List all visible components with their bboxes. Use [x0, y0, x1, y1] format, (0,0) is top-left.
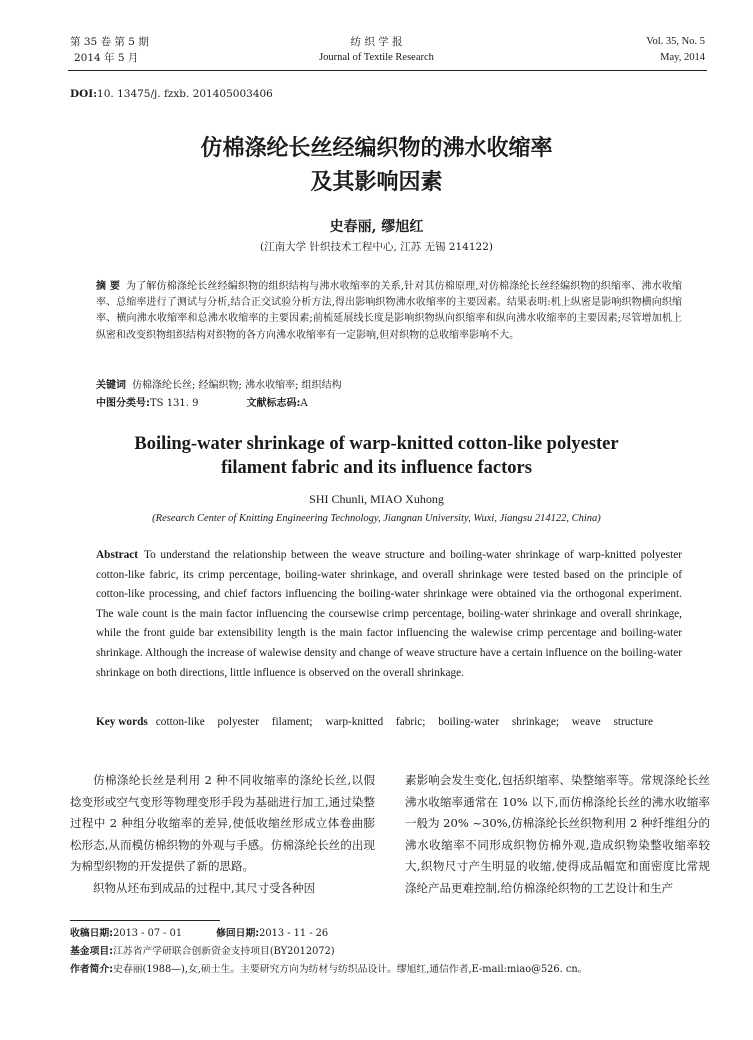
- abstract-en-text: To understand the relationship between the weave structure and boiling-water shrinkage of warp-knitted polyester cotton-like fabric, its crimp percentage, boiling-water shrinkage, and overall shrinkage were tested based on the principle of cotton-like processing, and chief factors influencing the boiling-water shrinkage were obtained via the orthogonal experiment. The wale count is the main factor influencing the coursewise crimp percentage, boiling-water shrinkage and overall shrinkage, while the front guide bar extensibility length is the main factor influencing the walewise crimp percentage and boiling-water shrinkage. Although the increase of walewise density and change of weave structure have a certain influence on the boiling-water shrinkage on both directions, little influence is observed on the overall shrinkage.: [96, 549, 682, 679]
- abstract-en: [96, 546, 682, 683]
- fund-text: 江苏省产学研联合创新资金支持项目(BY2012072): [113, 946, 335, 957]
- author-bio-text: 史春丽(1988—),女,硕士生。主要研究方向为纺材与纺织品设计。缪旭红,通信作者,E-mail:miao@526. cn。: [113, 964, 588, 975]
- authors-cn: 史春丽, 缪旭红: [329, 219, 424, 235]
- affiliation-cn: (江南大学 针织技术工程中心, 江苏 无锡 214122): [260, 241, 493, 253]
- revised-date: 2013 - 11 - 26: [259, 928, 329, 939]
- doi-label: DOI:: [70, 88, 98, 100]
- title-en-line2: filament fabric and its influence factors: [221, 458, 532, 478]
- doc-code-value: A: [300, 398, 308, 409]
- abstract-cn-text: 为了解仿棉涤纶长丝经编织物的组织结构与沸水收缩率的关系,针对其仿棉原理,对仿棉涤纶长丝经编织物的织缩率、沸水收缩率、总缩率进行了测试与分析,结合正交试验分析方法,得出影响织物沸水收缩率的主要因素。结果表明:机上纵密是影响织物横向织缩率、横向沸水收缩率和总沸水收缩率的主要因素;前梳延展线长度是影响织物纵向织缩率和纵向沸水收缩率的主要因素;尽管增加机上纵密和改变织物组织结构对织物的各方向沸水收缩率有一定影响,但对织物的总收缩率影响不大。: [96, 281, 683, 341]
- title-cn: [0, 132, 753, 200]
- classification-line: [96, 394, 682, 409]
- journal-name-cn: 纺 织 学 报: [350, 36, 403, 48]
- abstract-cn-label: 摘 要: [96, 281, 121, 292]
- header-rule: [68, 70, 707, 71]
- footnote-dates: [70, 926, 690, 942]
- affiliation-en: (Research Center of Knitting Engineering Technology, Jiangnan University, Wuxi, Jiangsu 214122, China): [152, 513, 601, 524]
- body-paragraph: 织物从坯布到成品的过程中,其尺寸受各种因: [93, 880, 316, 895]
- date-en: May, 2014: [660, 52, 705, 63]
- volume-cn: 第 35 卷 第 5 期: [70, 36, 149, 48]
- abstract-cn: [96, 279, 682, 344]
- classification-label: 中图分类号:: [96, 398, 150, 409]
- body-column-right: [405, 770, 710, 899]
- title-cn-line2: 及其影响因素: [310, 170, 443, 195]
- keywords-cn: [96, 376, 682, 391]
- fund-label: 基金项目:: [70, 946, 114, 957]
- keywords-cn-text: 仿棉涤纶长丝; 经编织物; 沸水收缩率; 组织结构: [132, 380, 342, 391]
- doc-code-label: 文献标志码:: [246, 398, 301, 409]
- volume-en: Vol. 35, No. 5: [646, 36, 705, 47]
- header-right: [646, 34, 705, 66]
- journal-name-en: Journal of Textile Research: [319, 52, 434, 63]
- body-paragraph: 素影响会发生变化,包括织缩率、染整缩率等。常规涤纶长丝沸水收缩率通常在 10% 以下,而仿棉涤纶长丝的沸水收缩率一般为 20% ~30%,仿棉涤纶长丝织物利用 2 种纤维组分的沸水收缩率不同形成织物仿棉外观,造成织物染整收缩率较大,织物尺寸产生明显的收缩,使得成品幅宽和面密度比常规涤纶产品更难控制,给仿棉涤纶织物的工艺设计和生产: [405, 773, 710, 895]
- authors-en: SHI Chunli, MIAO Xuhong: [309, 492, 444, 506]
- footnote-author: [70, 962, 690, 978]
- received-date: 2013 - 07 - 01: [113, 928, 183, 939]
- body-column-left: [70, 770, 375, 899]
- abstract-en-label: Abstract: [96, 549, 139, 561]
- keywords-en: [96, 713, 682, 733]
- received-label: 收稿日期:: [70, 928, 114, 939]
- title-en: [0, 432, 753, 480]
- body-paragraph: 仿棉涤纶长丝是利用 2 种不同收缩率的涤纶长丝,以假捻变形或空气变形等物理变形手段为基础进行加工,通过染整过程中 2 种组分收缩率的差异,使低收缩丝形成立体卷曲膨松形态,从而模仿棉织物的外观与手感。仿棉涤纶长丝的出现为棉型织物的开发提供了新的思路。: [70, 773, 375, 873]
- header-center: [0, 34, 753, 66]
- footnote-fund: [70, 944, 690, 960]
- keywords-cn-label: 关键词: [96, 380, 126, 391]
- title-en-line1: Boiling-water shrinkage of warp-knitted cotton-like polyester: [134, 434, 619, 454]
- classification-value: TS 131. 9: [150, 398, 199, 409]
- date-cn: 2014 年 5 月: [74, 52, 139, 64]
- footnote-rule: [70, 920, 220, 921]
- title-cn-line1: 仿棉涤纶长丝经编织物的沸水收缩率: [200, 136, 553, 161]
- keywords-en-label: Key words: [96, 716, 148, 728]
- doi-value: 10. 13475/j. fzxb. 201405003406: [97, 88, 273, 100]
- revised-label: 修回日期:: [216, 928, 260, 939]
- doi-line: [70, 88, 273, 100]
- author-bio-label: 作者简介:: [70, 964, 114, 975]
- keywords-en-text: cotton-like polyester filament; warp-knitted fabric; boiling-water shrinkage; weave structure: [155, 716, 653, 728]
